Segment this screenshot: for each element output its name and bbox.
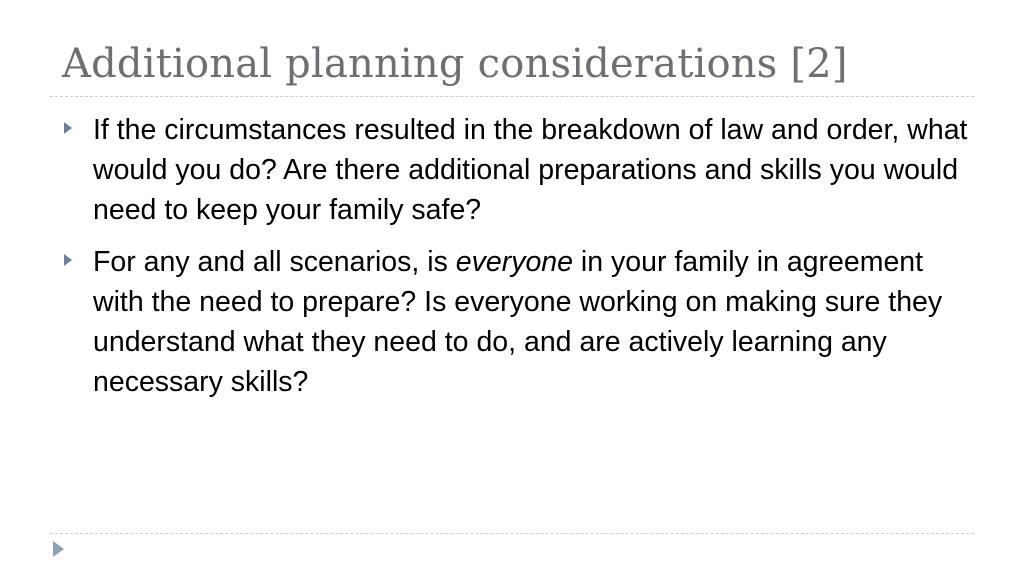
- triangle-right-icon: [64, 122, 72, 134]
- bullet-text-part: For any and all scenarios, is: [93, 246, 456, 278]
- bullet-list: [62, 110, 972, 414]
- next-slide-arrow-icon[interactable]: [53, 541, 64, 557]
- bullet-text: [93, 242, 972, 402]
- bullet-item: [62, 242, 972, 402]
- triangle-right-icon: [64, 254, 72, 266]
- footer-divider: [50, 533, 974, 534]
- slide-title: Additional planning considerations [2]: [62, 41, 848, 87]
- title-divider: [50, 96, 974, 97]
- bullet-text-part: in your family in agreement with the need to prepare? Is everyone working on making sure they understand what they need to do, and are actively learning any necessary skills?: [93, 246, 943, 398]
- bullet-item: [62, 110, 972, 230]
- bullet-text: If the circumstances resulted in the breakdown of law and order, what would you do? Are there additional preparations and skills you would need to keep your family safe?: [93, 114, 968, 226]
- bullet-emphasis: everyone: [455, 246, 573, 278]
